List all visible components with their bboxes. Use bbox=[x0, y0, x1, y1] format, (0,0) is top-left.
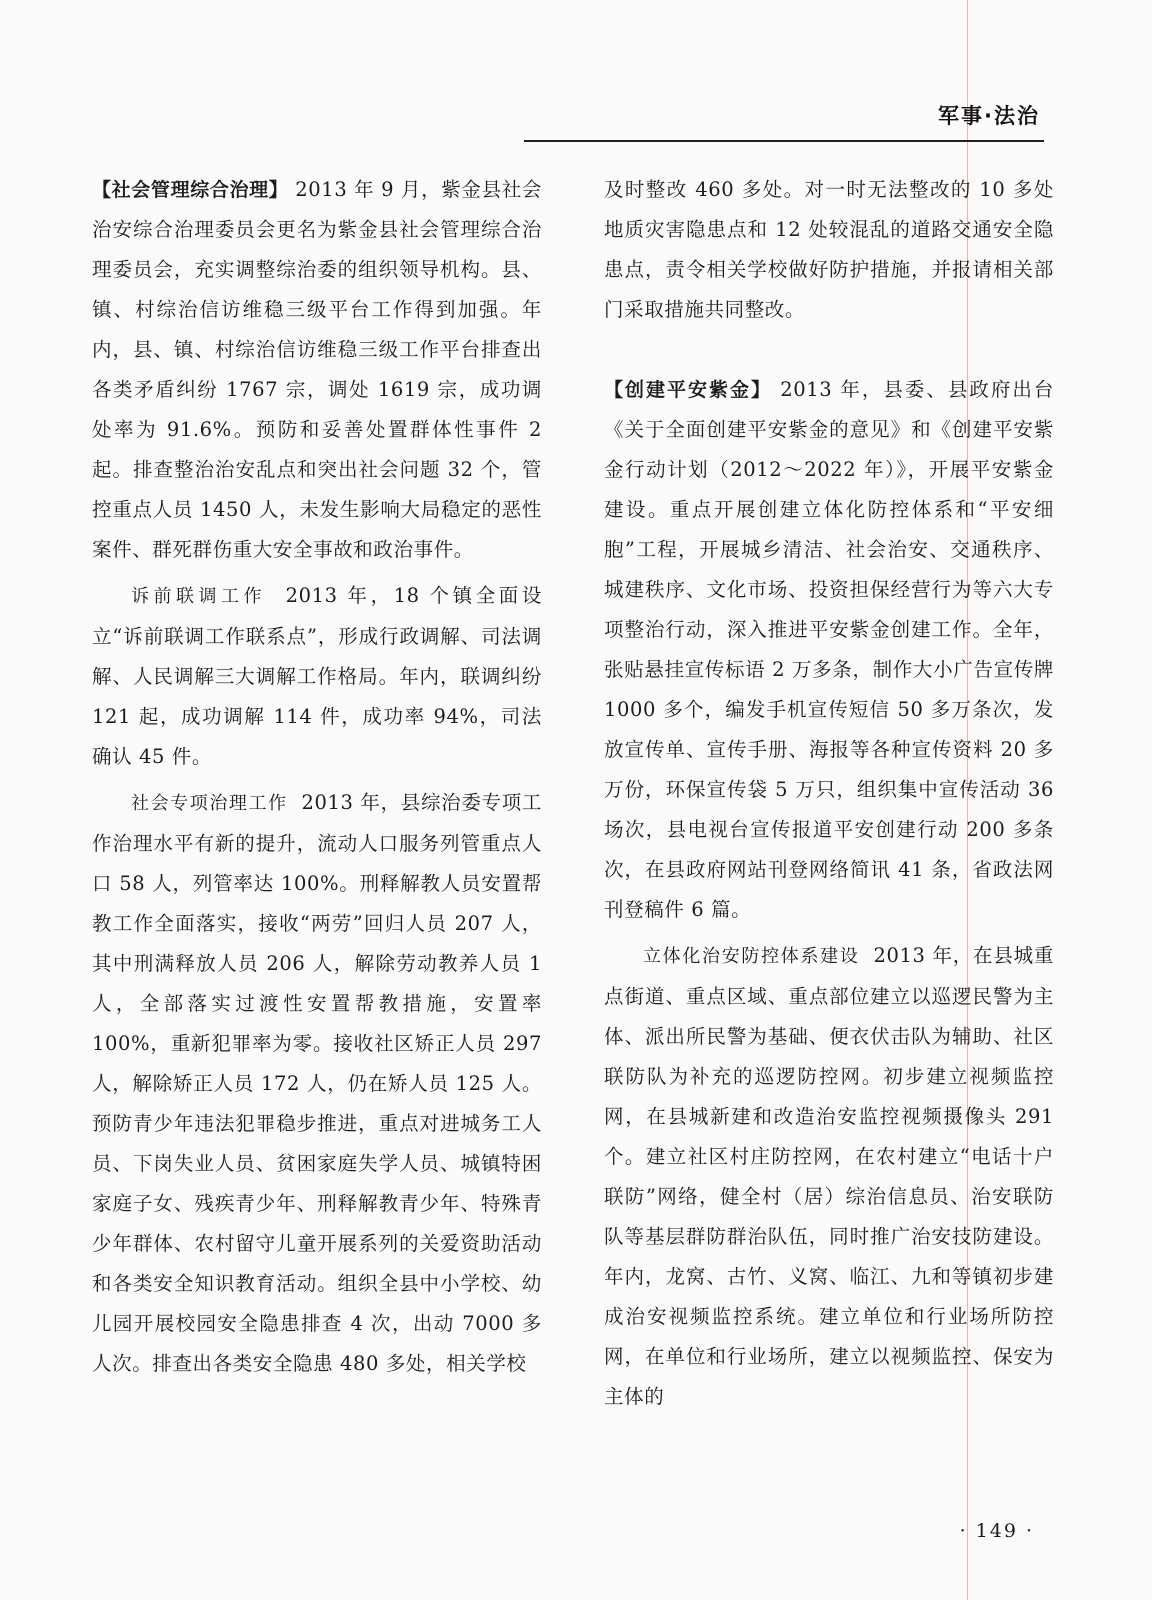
paragraph-continued bbox=[604, 170, 1054, 330]
section-heading: 【社会管理综合治理】 bbox=[92, 179, 289, 201]
paragraph-special-governance bbox=[92, 783, 542, 1384]
left-column bbox=[92, 170, 542, 1384]
subsection-heading: 社会专项治理工作 bbox=[131, 793, 288, 814]
paragraph-text: 2013 年 9 月，紫金县社会治安综合治理委员会更名为紫金县社会管理综合治理委员会，充实调整综治委的组织领导机构。县、镇、村综治信访维稳三级平台工作得到加强。年内，县、镇、村综治信访维稳三级工作平台排查出各类矛盾纠纷 1767 宗，调处 1619 宗，成功调处率为 91.6%。预防和妥善处置群体性事件 2 起。排查整治治安乱点和突出社会问题 32 个，管控重点人员 1450 人，未发生影响大局稳定的恶性案件、群死群伤重大安全事故和政治事件。 bbox=[92, 178, 542, 561]
paragraph-text: 2013 年，县委、县政府出台《关于全面创建平安紫金的意见》和《创建平安紫金行动计划（2012～2022 年）》，开展平安紫金建设。重点开展创建立体化防控体系和“平安细胞”工程，开展城乡清洁、社会治安、交通秩序、城建秩序、文化市场、投资担保经营行为等六大专项整治行动，深入推进平安紫金创建工作。全年，张贴悬挂宣传标语 2 万多条，制作大小广告宣传牌 1000 多个，编发手机宣传短信 50 多万条次，发放宣传单、宣传手册、海报等各种宣传资料 20 多万份，环保宣传袋 5 万只，组织集中宣传活动 36 场次，县电视台宣传报道平安创建行动 200 多条次，在县政府网站刊登网络简讯 41 条，省政法网刊登稿件 6 篇。 bbox=[604, 378, 1054, 921]
section-heading: 【创建平安紫金】 bbox=[604, 379, 772, 401]
paragraph-text: 2013 年，县综治委专项工作治理水平有新的提升，流动人口服务列管重点人口 58 人，列管率达 100%。刑释解教人员安置帮教工作全面落实，接收“两劳”回归人员 207 人，其中刑满释放人员 206 人，解除劳动教养人员 1 人，全部落实过渡性安置帮教措施，安置率 100%，重新犯罪率为零。接收社区矫正人员 297 人，解除矫正人员 172 人，仍在矫人员 125 人。预防青少年违法犯罪稳步推进，重点对进城务工人员、下岗失业人员、贫困家庭失学人员、城镇特困家庭子女、残疾青少年、刑释解教青少年、特殊青少年群体、农村留守儿童开展系列的关爱资助活动和各类安全知识教育活动。组织全县中小学校、幼儿园开展校园安全隐患排查 4 次，出动 7000 多人次。排查出各类安全隐患 480 多处，相关学校 bbox=[92, 791, 542, 1375]
subsection-heading: 立体化治安防控体系建设 bbox=[643, 946, 860, 967]
page-number: · 149 · bbox=[959, 1520, 1034, 1542]
paragraph-prevention-system bbox=[604, 936, 1054, 1417]
paragraph-text: 2013 年，18 个镇全面设立“诉前联调工作联系点”，形成行政调解、司法调解、人民调解三大调解工作格局。年内，联调纠纷 121 起，成功调解 114 件，成功率 94%，司法确认 45 件。 bbox=[92, 584, 542, 768]
header-rule bbox=[524, 140, 1044, 142]
paragraph-text: 及时整改 460 多处。对一时无法整改的 10 多处地质灾害隐患点和 12 处较混乱的道路交通安全隐患点，责令相关学校做好防护措施，并报请相关部门采取措施共同整改。 bbox=[604, 178, 1054, 321]
subsection-heading: 诉前联调工作 bbox=[131, 586, 267, 607]
paragraph-text: 2013 年，在县城重点街道、重点区域、重点部位建立以巡逻民警为主体、派出所民警为基础、便衣伏击队为辅助、社区联防队为补充的巡逻防控网。初步建立视频监控网，在县城新建和改造治安监控视频摄像头 291 个。建立社区村庄防控网，在农村建立“电话十户联防”网络，健全村（居）综治信息员、治安联防队等基层群防群治队伍，同时推广治安技防建设。年内，龙窝、古竹、义窝、临江、九和等镇初步建成治安视频监控系统。建立单位和行业场所防控网，在单位和行业场所，建立以视频监控、保安为主体的 bbox=[604, 944, 1054, 1408]
paragraph-safe-zijin bbox=[604, 370, 1054, 930]
paragraph-pre-litigation bbox=[92, 576, 542, 777]
paragraph-social-management bbox=[92, 170, 542, 570]
section-title: 军事·法治 bbox=[938, 104, 1040, 128]
right-column bbox=[604, 170, 1054, 1417]
